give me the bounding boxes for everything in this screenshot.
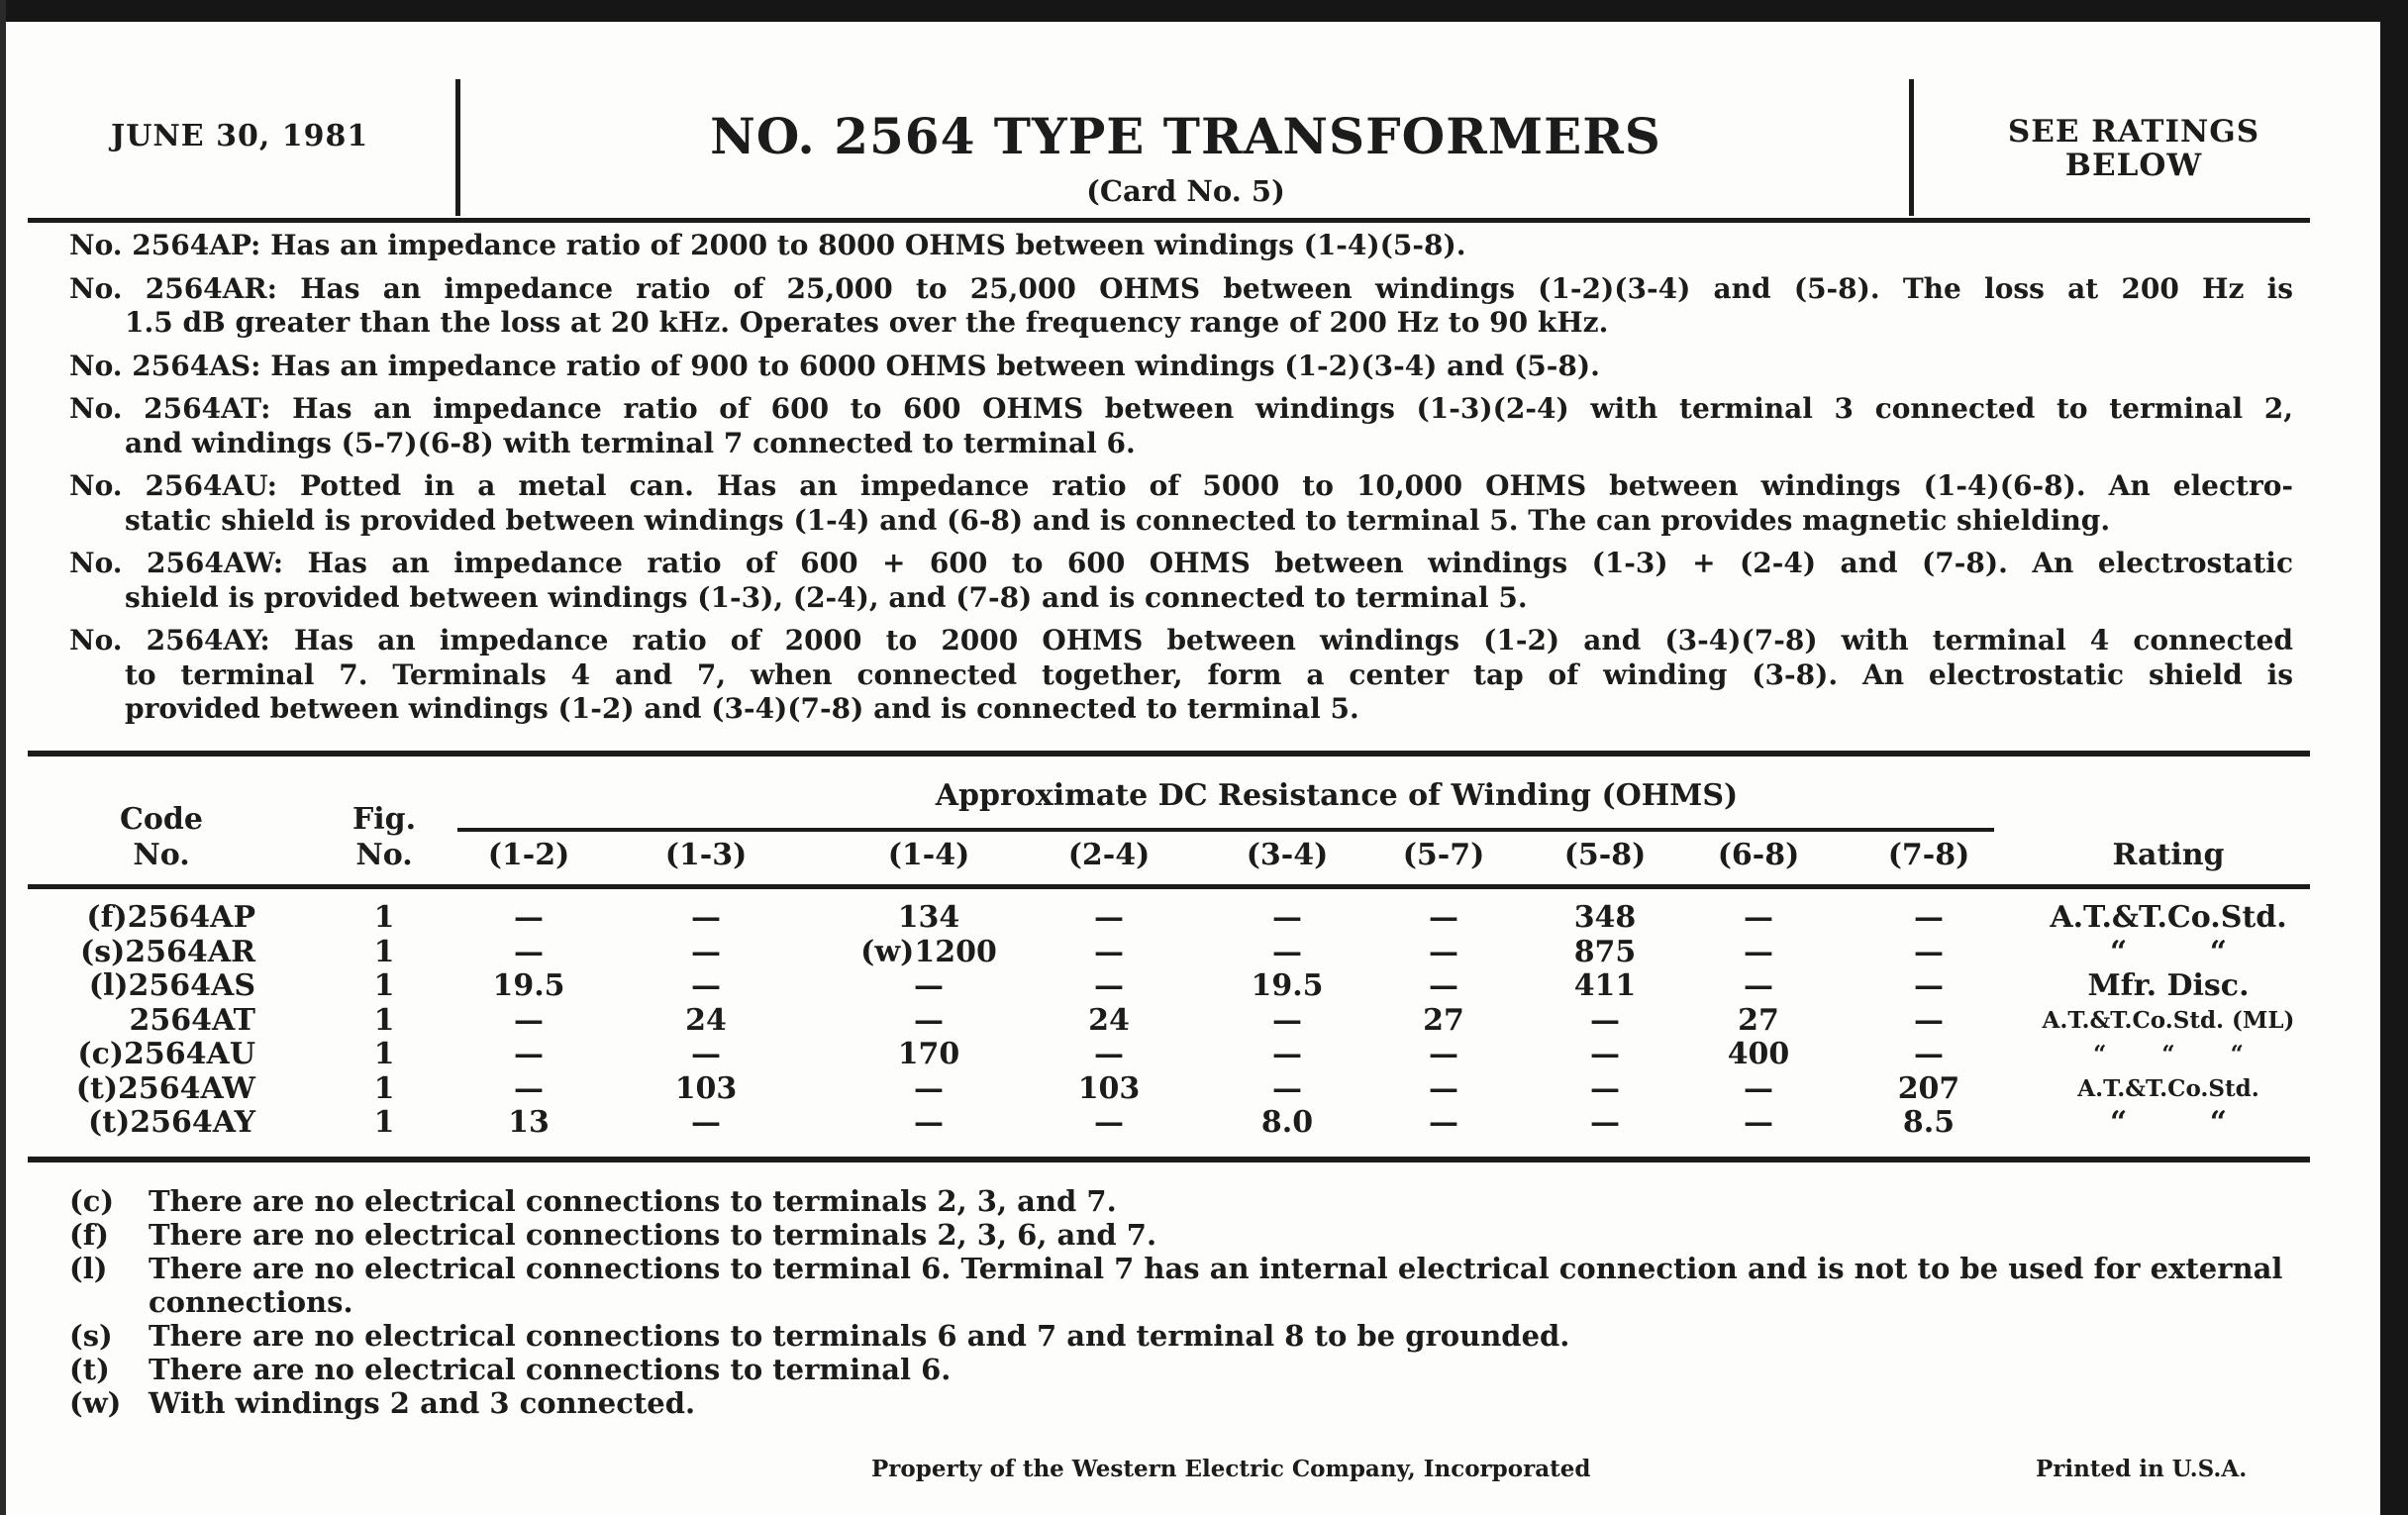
footnote-label: (s): [69, 1319, 113, 1353]
description-line: No. 2564AT: Has an impedance ratio of 600 to 600 OHMS between windings (1-3)(2-4) with terminal 3 connected to terminal 2,: [69, 392, 2293, 425]
fig-cell: 1: [373, 968, 395, 1003]
group-header: Approximate DC Resistance of Winding (OHMS): [935, 778, 1739, 813]
resistance-cell: —: [514, 1070, 544, 1106]
resistance-cell: —: [514, 1037, 544, 1071]
resistance-cell: 8.5: [1902, 1105, 1956, 1140]
resistance-cell: —: [1094, 900, 1124, 935]
resistance-cell: —: [1272, 1070, 1302, 1106]
resistance-cell: —: [1094, 1037, 1124, 1071]
resistance-cell: —: [1429, 934, 1458, 969]
winding-column-header: (3-4): [1246, 838, 1329, 872]
description-paragraph: [69, 392, 2293, 460]
group-rule: [457, 828, 1994, 832]
fig-cell: 1: [373, 1070, 395, 1106]
resistance-cell: 875: [1573, 934, 1637, 969]
description-line: 1.5 dB greater than the loss at 20 kHz. Operates over the frequency range of 200 Hz to 90 kHz.: [125, 306, 1609, 339]
resistance-cell: —: [1744, 1070, 1773, 1106]
footnote-text: There are no electrical connections to terminals 2, 3, and 7.: [149, 1184, 1117, 1218]
resistance-cell: 170: [897, 1037, 960, 1071]
resistance-cell: —: [691, 1105, 721, 1140]
footnote: [69, 1184, 2297, 1218]
description-paragraph: [69, 229, 2293, 263]
description-line: No. 2564AS: Has an impedance ratio of 900 to 6000 OHMS between windings (1-2)(3-4) and (5-8).: [69, 349, 1600, 382]
description-paragraph: [69, 624, 2293, 727]
description-line: to terminal 7. Terminals 4 and 7, when connected together, form a center tap of winding (3-8). An electrostatic shield is: [125, 657, 2293, 691]
resistance-cell: —: [1094, 968, 1124, 1003]
resistance-cell: —: [1590, 1002, 1620, 1038]
rule: [28, 1157, 2310, 1162]
resistance-cell: 207: [1897, 1070, 1960, 1106]
footnote: [69, 1319, 2297, 1353]
resistance-cell: —: [914, 1002, 944, 1038]
footnote-label: (c): [69, 1184, 115, 1218]
resistance-cell: 27: [1738, 1002, 1779, 1038]
resistance-cell: —: [1744, 900, 1773, 935]
resistance-cell: 103: [1077, 1070, 1141, 1106]
resistance-cell: —: [691, 934, 721, 969]
description-line: No. 2564AU: Potted in a metal can. Has an impedance ratio of 5000 to 10,000 OHMS between windings (1-4)(6-8). An electro-: [69, 469, 2293, 502]
resistance-cell: —: [914, 1105, 944, 1140]
resistance-cell: —: [514, 934, 544, 969]
resistance-cell: (w)1200: [860, 934, 997, 969]
footnote: [69, 1386, 2297, 1420]
footnote-label: (t): [69, 1353, 110, 1386]
description-line: shield is provided between windings (1-3), (2-4), and (7-8) and is connected to terminal 5.: [125, 580, 1528, 614]
winding-column-header: (2-4): [1067, 838, 1151, 872]
property-notice: Property of the Western Electric Company, Incorporated: [871, 1456, 1591, 1482]
resistance-cell: —: [1914, 934, 1944, 969]
winding-column-header: (1-4): [887, 838, 970, 872]
resistance-cell: —: [1914, 1037, 1944, 1071]
code-cell: (c)2564AU: [77, 1037, 255, 1071]
rating-cell: “ “: [2109, 934, 2228, 969]
fig-header-line: Fig.: [351, 802, 417, 837]
resistance-cell: 103: [674, 1070, 738, 1106]
ratings-note: [1921, 115, 2347, 182]
resistance-cell: 411: [1573, 968, 1637, 1003]
resistance-cell: 24: [685, 1002, 727, 1038]
header-divider: [455, 79, 460, 216]
description-paragraph: [69, 272, 2293, 341]
resistance-cell: —: [1744, 1105, 1773, 1140]
code-cell: (l)2564AS: [88, 968, 255, 1003]
footnote-text: There are no electrical connections to terminal 6. Terminal 7 has an internal electrical connection and is not to be used for external connections.: [149, 1252, 2283, 1319]
rating-cell: “ “: [2109, 1105, 2228, 1140]
resistance-cell: —: [1590, 1070, 1620, 1106]
card-title: NO. 2564 TYPE TRANSFORMERS: [710, 107, 1661, 165]
winding-column-header: (7-8): [1887, 838, 1970, 872]
footnotes: [69, 1184, 2297, 1420]
card-date: JUNE 30, 1981: [111, 119, 369, 153]
resistance-cell: —: [514, 900, 544, 935]
footnote-label: (l): [69, 1252, 108, 1285]
description-line: No. 2564AW: Has an impedance ratio of 600 + 600 to 600 OHMS between windings (1-3) + (2-4) and (7-8). An electrostatic: [69, 547, 2293, 579]
scan-border-right: [2380, 0, 2408, 1515]
transformer-descriptions: [69, 229, 2293, 736]
code-cell: (t)2564AW: [75, 1070, 255, 1106]
winding-column-header: (5-7): [1402, 838, 1485, 872]
footnote-text: There are no electrical connections to terminal 6.: [149, 1353, 952, 1386]
resistance-cell: —: [1744, 934, 1773, 969]
winding-column-header: (6-8): [1717, 838, 1800, 872]
resistance-cell: —: [1914, 900, 1944, 935]
resistance-cell: —: [1272, 1037, 1302, 1071]
fig-cell: 1: [373, 934, 395, 969]
resistance-cell: —: [1590, 1037, 1620, 1071]
resistance-cell: —: [1429, 1037, 1458, 1071]
rule: [28, 884, 2310, 889]
winding-column-header: (1-3): [664, 838, 748, 872]
resistance-cell: —: [1094, 934, 1124, 969]
fig-header-line: No.: [355, 838, 413, 872]
code-cell: (t)2564AY: [88, 1105, 255, 1140]
fig-cell: 1: [373, 1002, 395, 1038]
footnote: [69, 1218, 2297, 1252]
resistance-cell: —: [1744, 968, 1773, 1003]
winding-column-header: (1-2): [487, 838, 570, 872]
resistance-cell: —: [1590, 1105, 1620, 1140]
code-cell: (s)2564AR: [80, 934, 255, 969]
resistance-cell: —: [1429, 1105, 1458, 1140]
code-header-line: No.: [133, 838, 190, 872]
resistance-cell: 13: [508, 1105, 550, 1140]
resistance-cell: 400: [1727, 1037, 1790, 1071]
rule: [28, 218, 2310, 223]
description-line: No. 2564AY: Has an impedance ratio of 2000 to 2000 OHMS between windings (1-2) and (3-4)(7-8) with terminal 4 connected: [69, 624, 2293, 656]
footnote-text: There are no electrical connections to terminals 2, 3, 6, and 7.: [149, 1218, 1157, 1252]
resistance-cell: —: [691, 1037, 721, 1071]
resistance-cell: —: [1272, 934, 1302, 969]
code-header: [62, 802, 260, 873]
rating-cell: A.T.&T.Co.Std.: [2077, 1074, 2259, 1102]
resistance-cell: 27: [1423, 1002, 1464, 1038]
resistance-cell: —: [514, 1002, 544, 1038]
resistance-cell: 134: [897, 900, 960, 935]
rule: [28, 751, 2310, 757]
fig-cell: 1: [373, 1105, 395, 1140]
code-cell: 2564AT: [129, 1002, 255, 1038]
resistance-cell: 19.5: [1251, 968, 1324, 1003]
description-paragraph: [69, 469, 2293, 538]
resistance-cell: —: [914, 968, 944, 1003]
description-paragraph: [69, 350, 2293, 384]
card-number: (Card No. 5): [1086, 174, 1285, 208]
scan-border-left: [0, 0, 6, 1515]
winding-column-header: (5-8): [1563, 838, 1647, 872]
resistance-cell: —: [1914, 1002, 1944, 1038]
ratings-note-line: SEE RATINGS: [2007, 114, 2260, 150]
resistance-cell: —: [1914, 968, 1944, 1003]
footnote-label: (w): [69, 1386, 122, 1420]
footnote-label: (f): [69, 1218, 109, 1252]
resistance-cell: 24: [1088, 1002, 1130, 1038]
resistance-cell: —: [1429, 1070, 1458, 1106]
resistance-cell: 8.0: [1260, 1105, 1314, 1140]
resistance-cell: 19.5: [492, 968, 565, 1003]
resistance-cell: —: [691, 900, 721, 935]
footnote: [69, 1252, 2297, 1319]
resistance-cell: —: [1094, 1105, 1124, 1140]
description-line: static shield is provided between windings (1-4) and (6-8) and is connected to terminal 5. The can provides magnetic shielding.: [125, 503, 2111, 537]
rating-cell: A.T.&T.Co.Std.: [2050, 900, 2287, 935]
description-line: No. 2564AP: Has an impedance ratio of 2000 to 8000 OHMS between windings (1-4)(5-8).: [69, 229, 1466, 261]
description-line: and windings (5-7)(6-8) with terminal 7 connected to terminal 6.: [125, 426, 1136, 459]
rating-cell: Mfr. Disc.: [2087, 968, 2250, 1003]
footnote: [69, 1353, 2297, 1386]
description-line: No. 2564AR: Has an impedance ratio of 25,000 to 25,000 OHMS between windings (1-2)(3-4) and (5-8). The loss at 200 Hz is: [69, 271, 2293, 305]
resistance-cell: —: [914, 1070, 944, 1106]
printed-notice: Printed in U.S.A.: [2036, 1456, 2248, 1482]
code-header-line: Code: [120, 802, 203, 837]
resistance-cell: 348: [1573, 900, 1637, 935]
resistance-cell: —: [1429, 900, 1458, 935]
resistance-cell: —: [691, 968, 721, 1003]
footnote-text: There are no electrical connections to terminals 6 and 7 and terminal 8 to be grounded.: [149, 1319, 1570, 1353]
description-line: provided between windings (1-2) and (3-4)(7-8) and is connected to terminal 5.: [125, 692, 1359, 725]
resistance-cell: —: [1429, 968, 1458, 1003]
scan-border-top: [0, 0, 2408, 22]
rating-header: Rating: [2112, 838, 2225, 872]
description-paragraph: [69, 547, 2293, 615]
rating-cell: “ “ “: [2093, 1041, 2244, 1067]
footnote-text: With windings 2 and 3 connected.: [149, 1386, 696, 1420]
resistance-cell: —: [1272, 900, 1302, 935]
header-divider: [1909, 79, 1914, 216]
fig-cell: 1: [373, 900, 395, 935]
ratings-note-line: BELOW: [2064, 148, 2203, 183]
fig-cell: 1: [373, 1037, 395, 1071]
rating-cell: A.T.&T.Co.Std. (ML): [2042, 1006, 2295, 1034]
code-cell: (f)2564AP: [86, 900, 255, 935]
resistance-cell: —: [1272, 1002, 1302, 1038]
